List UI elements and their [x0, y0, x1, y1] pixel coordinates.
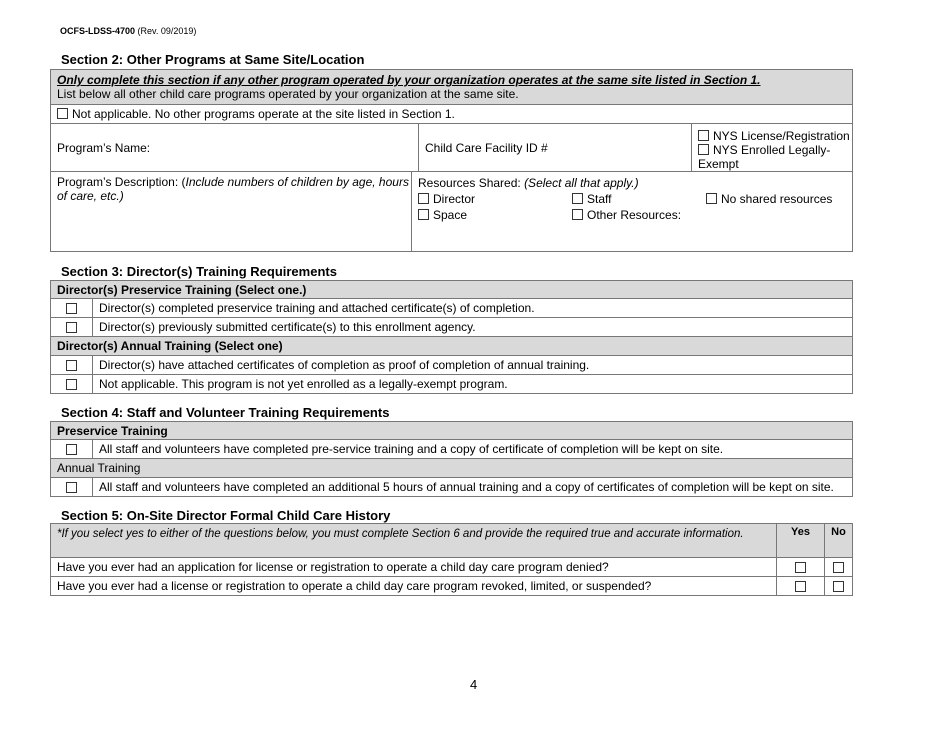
- section2-table: Only complete this section if any other program operated by your organization operates at the same site listed in Section 1. List below all other child care programs operated by your organization at the same site. Not applicable. No other programs operate at the site listed in Section 1. Program’s Name: Child Care Facility ID # NYS License/Registration NYS Enrolled Legally- Exempt Program’s Description: (Include numbers of children by age, hours of care, etc.) Resources Shared: (Select all that apply.) Director Staff No shared resources Space Other Resources:: [50, 69, 853, 252]
- nys-enrolled-label-2: Exempt: [698, 157, 739, 171]
- not-applicable-checkbox[interactable]: [57, 108, 68, 119]
- not-applicable-label: Not applicable. No other programs operate at the site listed in Section 1.: [72, 107, 455, 121]
- program-name-field[interactable]: Program’s Name:: [51, 124, 419, 171]
- res-other-checkbox[interactable]: [572, 209, 583, 220]
- dir-annual-checkbox-2[interactable]: [66, 379, 77, 390]
- nys-enrolled-checkbox[interactable]: [698, 144, 709, 155]
- dir-annual-checkbox-1[interactable]: [66, 360, 77, 371]
- page-number: 4: [470, 677, 478, 692]
- res-staff-checkbox[interactable]: [572, 193, 583, 204]
- facility-id-field[interactable]: Child Care Facility ID #: [419, 124, 692, 171]
- q2-no-checkbox[interactable]: [833, 581, 844, 592]
- section2-instruction-bold: Only complete this section if any other program operated by your organization operates at the same site listed in Section 1.: [57, 73, 761, 87]
- form-id: OCFS-LDSS-4700 (Rev. 09/2019): [60, 26, 197, 36]
- nys-license-checkbox[interactable]: [698, 130, 709, 141]
- section2-title: Section 2: Other Programs at Same Site/Location: [61, 52, 365, 67]
- section3-title: Section 3: Director(s) Training Requirements: [61, 264, 337, 279]
- section4-table: Preservice Training All staff and volunteers have completed pre-service training and a copy of certificate of completion will be kept on site. Annual Training All staff and volunteers have completed an additional 5 hours of annual training and a copy of certificates of completion will be kept on site.: [50, 421, 853, 497]
- dir-preservice-checkbox-1[interactable]: [66, 303, 77, 314]
- staff-preservice-checkbox[interactable]: [66, 444, 77, 455]
- res-space-checkbox[interactable]: [418, 209, 429, 220]
- nys-enrolled-label: NYS Enrolled Legally-: [713, 143, 831, 157]
- section5-title: Section 5: On-Site Director Formal Child Care History: [61, 508, 391, 523]
- res-none-checkbox[interactable]: [706, 193, 717, 204]
- nys-license-label: NYS License/Registration: [713, 129, 850, 143]
- section4-title: Section 4: Staff and Volunteer Training Requirements: [61, 405, 390, 420]
- section2-instruction: List below all other child care programs operated by your organization at the same site.: [57, 87, 519, 101]
- staff-annual-checkbox[interactable]: [66, 482, 77, 493]
- section5-table: *If you select yes to either of the questions below, you must complete Section 6 and provide the required true and accurate information. Yes No Have you ever had an application for license or registration to operate a child day care program denied? Have you ever had a license or registration to operate a child day care program revoked, limited, or suspended?: [50, 523, 853, 596]
- q1-yes-checkbox[interactable]: [795, 562, 806, 573]
- section3-table: Director(s) Preservice Training (Select one.) Director(s) completed preservice training and attached certificate(s) of completion. Director(s) previously submitted certificate(s) to this enrollment agency. Director(s) Annual Training (Select one) Director(s) have attached certificates of completion as proof of completion of annual training. Not applicable. This program is not yet enrolled as a legally-exempt program.: [50, 280, 853, 394]
- description-field[interactable]: Program’s Description: (Include numbers of children by age, hours of care, etc.): [51, 172, 412, 251]
- resources-label: Resources Shared:: [418, 176, 525, 190]
- q2-yes-checkbox[interactable]: [795, 581, 806, 592]
- dir-preservice-checkbox-2[interactable]: [66, 322, 77, 333]
- res-director-checkbox[interactable]: [418, 193, 429, 204]
- q1-no-checkbox[interactable]: [833, 562, 844, 573]
